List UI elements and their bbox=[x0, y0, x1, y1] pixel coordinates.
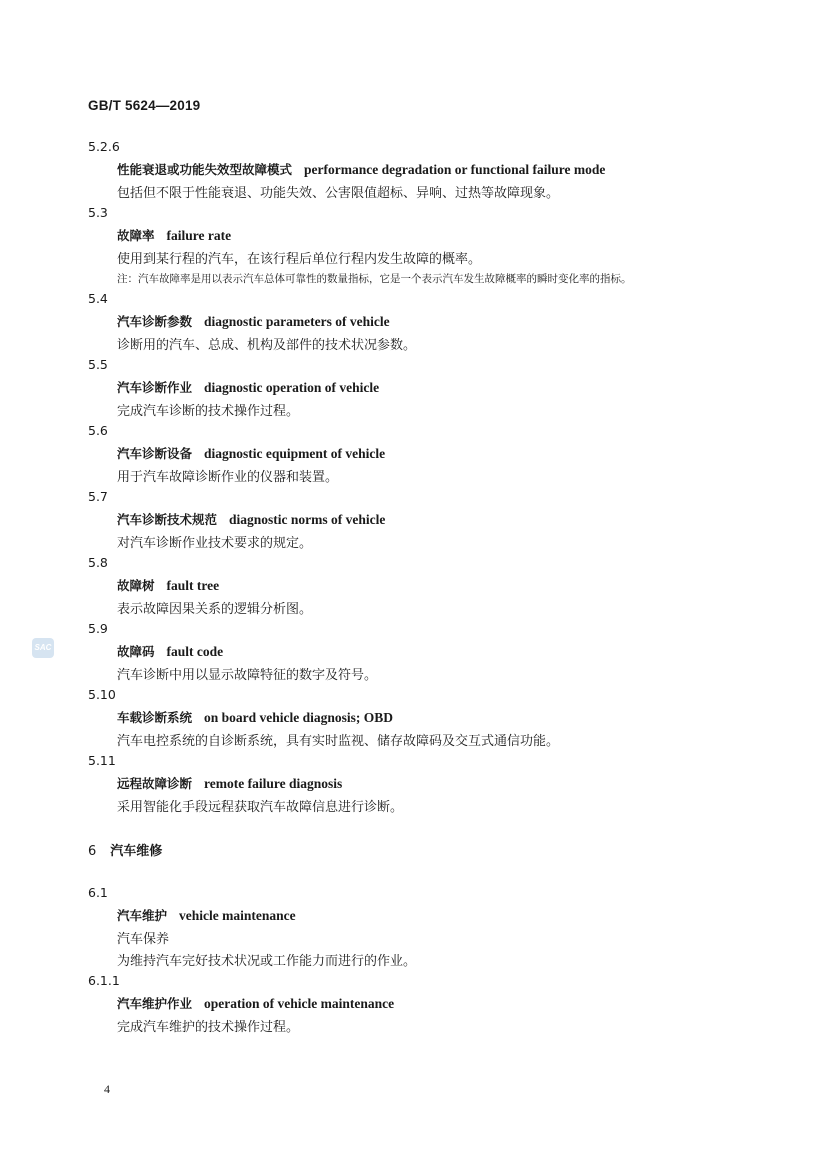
term-chinese: 汽车诊断参数 bbox=[117, 314, 193, 329]
term-chinese: 故障树 bbox=[117, 578, 155, 593]
term-chinese: 汽车维护 bbox=[117, 908, 168, 923]
term-definition: 对汽车诊断作业技术要求的规定。 bbox=[117, 536, 313, 551]
clause-number: 5.8 bbox=[88, 555, 108, 570]
term-english: diagnostic norms of vehicle bbox=[229, 512, 386, 527]
term-english: remote failure diagnosis bbox=[204, 776, 343, 791]
term-note: 注：汽车故障率是用以表示汽车总体可靠性的数量指标，它是一个表示汽车发生故障概率的瞬时变化率的指标。 bbox=[117, 273, 632, 285]
clause-number: 6.1 bbox=[88, 885, 108, 900]
term-chinese: 汽车诊断作业 bbox=[117, 380, 193, 395]
term-synonym: 汽车保养 bbox=[117, 932, 170, 947]
term-chinese: 车载诊断系统 bbox=[117, 710, 193, 725]
term-heading bbox=[117, 994, 394, 1012]
term-english: diagnostic equipment of vehicle bbox=[204, 446, 386, 461]
term-definition: 表示故障因果关系的逻辑分析图。 bbox=[117, 602, 313, 617]
term-heading bbox=[117, 444, 385, 462]
clause-number: 5.4 bbox=[88, 291, 108, 306]
term-heading bbox=[117, 510, 385, 528]
clause-number: 5.9 bbox=[88, 621, 108, 636]
term-chinese: 故障率 bbox=[117, 228, 155, 243]
clause-number: 5.11 bbox=[88, 753, 116, 768]
term-definition: 完成汽车维护的技术操作过程。 bbox=[117, 1020, 300, 1035]
clause-number: 5.3 bbox=[88, 205, 108, 220]
term-heading bbox=[117, 906, 296, 924]
term-english: diagnostic parameters of vehicle bbox=[204, 314, 390, 329]
term-chinese: 故障码 bbox=[117, 644, 155, 659]
term-heading bbox=[117, 226, 231, 244]
term-chinese: 汽车维护作业 bbox=[117, 996, 193, 1011]
clause-number: 5.10 bbox=[88, 687, 116, 702]
term-english: performance degradation or functional failure mode bbox=[304, 162, 606, 177]
term-definition: 为维持汽车完好技术状况或工作能力而进行的作业。 bbox=[117, 954, 417, 969]
section-title: 汽车维修 bbox=[110, 844, 163, 859]
term-heading bbox=[117, 708, 393, 726]
term-chinese: 汽车诊断设备 bbox=[117, 446, 193, 461]
clause-number: 5.7 bbox=[88, 489, 108, 504]
term-heading bbox=[117, 642, 223, 660]
term-heading bbox=[117, 160, 605, 178]
clause-number: 6.1.1 bbox=[88, 973, 120, 988]
term-english: operation of vehicle maintenance bbox=[204, 996, 395, 1011]
term-english: diagnostic operation of vehicle bbox=[204, 380, 380, 395]
term-heading bbox=[117, 378, 379, 396]
term-heading bbox=[117, 774, 342, 792]
clause-number: 5.5 bbox=[88, 357, 108, 372]
term-definition: 诊断用的汽车、总成、机构及部件的技术状况参数。 bbox=[117, 338, 417, 353]
term-definition: 汽车诊断中用以显示故障特征的数字及符号。 bbox=[117, 668, 378, 683]
term-chinese: 性能衰退或功能失效型故障模式 bbox=[117, 162, 293, 177]
term-chinese: 远程故障诊断 bbox=[117, 776, 193, 791]
term-definition: 用于汽车故障诊断作业的仪器和装置。 bbox=[117, 470, 339, 485]
term-definition: 汽车电控系统的自诊断系统，具有实时监视、储存故障码及交互式通信功能。 bbox=[117, 734, 560, 749]
term-definition: 采用智能化手段远程获取汽车故障信息进行诊断。 bbox=[117, 800, 404, 815]
section-heading bbox=[88, 840, 162, 859]
term-heading bbox=[117, 576, 219, 594]
term-english: on board vehicle diagnosis; OBD bbox=[204, 710, 394, 725]
term-definition: 完成汽车诊断的技术操作过程。 bbox=[117, 404, 300, 419]
term-english: failure rate bbox=[166, 228, 232, 243]
clause-number: 5.6 bbox=[88, 423, 108, 438]
term-definition: 使用到某行程的汽车，在该行程后单位行程内发生故障的概率。 bbox=[117, 252, 482, 267]
term-chinese: 汽车诊断技术规范 bbox=[117, 512, 218, 527]
page-number: 4 bbox=[104, 1082, 110, 1096]
clause-number: 5.2.6 bbox=[88, 139, 120, 154]
section-number: 6 bbox=[88, 844, 97, 859]
term-english: fault code bbox=[166, 644, 224, 659]
term-definition: 包括但不限于性能衰退、功能失效、公害限值超标、异响、过热等故障现象。 bbox=[117, 186, 560, 201]
standard-code: GB/T 5624—2019 bbox=[88, 98, 201, 113]
sac-watermark-logo: SAC bbox=[32, 638, 54, 658]
term-heading bbox=[117, 312, 390, 330]
term-english: fault tree bbox=[166, 578, 220, 593]
term-english: vehicle maintenance bbox=[179, 908, 296, 923]
